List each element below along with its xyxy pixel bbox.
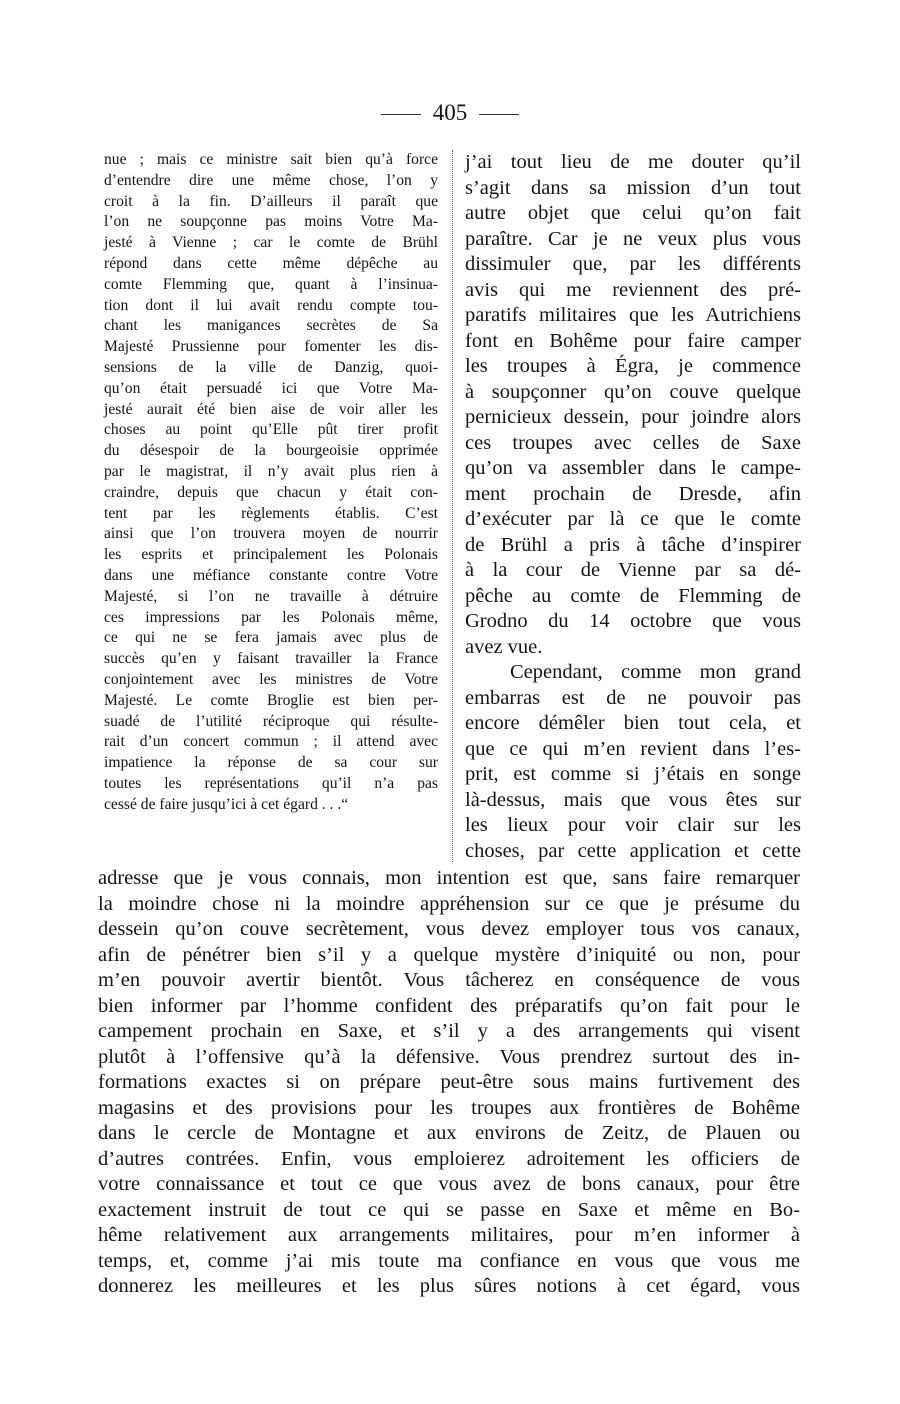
text-line: formations exactes si on prépare peut-être sous mains furtivement des	[98, 1071, 800, 1093]
text-line: s’agit dans sa mission d’un tout	[465, 176, 801, 199]
footnote-line: choses au point qu’Elle pût tirer profit	[104, 421, 438, 439]
footnote-line: rait d’un concert commun ; il attend avec	[104, 733, 438, 751]
page-number: 405	[432, 100, 468, 125]
header-rule-left	[381, 114, 421, 115]
text-line: à soupçonner qu’on couve quelque	[465, 380, 801, 403]
text-line: temps, et, comme j’ai mis toute ma confiance en vous que vous me	[98, 1249, 800, 1272]
text-line: avis qui me reviennent des pré-	[465, 278, 801, 301]
text-line: donnerez les meilleures et les plus sûres notions à cet égard, vous	[98, 1275, 800, 1297]
footnote-line: sensions de la ville de Danzig, quoi-	[104, 358, 438, 376]
text-line: Cependant, comme mon grand	[510, 661, 801, 683]
text-line: paraître. Car je ne veux plus vous	[465, 227, 801, 250]
footnote-line: toutes les représentations qu’il n’a pas	[104, 774, 438, 792]
footnote-line: dans une méfiance constante contre Votre	[104, 566, 438, 584]
text-line: ces troupes avec celles de Saxe	[465, 431, 801, 454]
footnote-line: cessé de faire jusqu’ici à cet égard . . .“	[104, 795, 349, 813]
text-line: ment prochain de Dresde, afin	[465, 482, 801, 505]
text-line: encore démêler bien tout cela, et	[465, 712, 801, 734]
right-column	[465, 150, 801, 864]
text-line: que ce qui m’en revient dans l’es-	[465, 737, 801, 760]
text-line: les lieux pour voir clair sur les	[465, 814, 801, 836]
footnote-line: succès qu’en y faisant travailler la France	[104, 650, 438, 668]
text-line: adresse que je vous connais, mon intention est que, sans faire remarquer	[98, 867, 800, 889]
text-line: dessein qu’on couve secrètement, vous devez employer tous vos canaux,	[98, 918, 800, 940]
footnote-line: chant les manigances secrètes de Sa	[104, 317, 438, 335]
left-column-footnote	[104, 150, 438, 816]
full-width-text	[98, 866, 800, 1300]
text-line: autre objet que celui qu’on fait	[465, 202, 801, 224]
text-line: bien informer par l’homme confident des préparatifs qu’on fait pour le	[98, 994, 800, 1017]
footnote-line: jesté aurait été bien aise de voir aller les	[104, 400, 438, 418]
footnote-line: croit à la fin. D’ailleurs il paraît que	[104, 192, 438, 210]
footnote-line: ainsi que l’on trouvera moyen de nourrir	[104, 525, 438, 543]
text-line: là-dessus, mais que vous êtes sur	[465, 788, 801, 811]
text-line: campement prochain en Saxe, et s’il y a des arrangements qui visent	[98, 1020, 800, 1042]
text-line: paratifs militaires que les Autrichiens	[465, 304, 801, 326]
text-line: d’exécuter par là ce que le comte	[465, 508, 801, 530]
text-line: les troupes à Égra, je commence	[465, 355, 801, 377]
text-line: qu’on va assembler dans le campe-	[465, 457, 801, 479]
column-divider	[452, 150, 453, 862]
footnote-line: du désespoir de la bourgeoisie opprimée	[104, 442, 438, 460]
footnote-line: impatience la réponse de sa cour sur	[104, 754, 438, 772]
footnote-line: nue ; mais ce ministre sait bien qu’à force	[104, 151, 438, 168]
footnote-line: d’entendre dire une même chose, l’on y	[104, 171, 438, 189]
footnote-line: craindre, depuis que chacun y était con-	[104, 483, 438, 501]
text-line: pêche au comte de Flemming de	[465, 584, 801, 607]
footnote-line: conjointement avec les ministres de Votre	[104, 670, 438, 688]
footnote-line: Majesté Prussienne pour fomenter les dis-	[104, 338, 438, 356]
text-line: embarras est de ne pouvoir pas	[465, 686, 801, 709]
text-line: dans le cercle de Montagne et aux environs de Zeitz, de Plauen ou	[98, 1122, 800, 1144]
text-line: prit, est comme si j’étais en songe	[465, 763, 801, 785]
footnote-line: jesté à Vienne ; car le comte de Brühl	[104, 234, 438, 252]
footnote-line: tent par les règlements établis. C’est	[104, 504, 438, 522]
text-line: exactement instruit de tout ce qui se passe en Saxe et même en Bo-	[98, 1198, 800, 1221]
page-header	[0, 100, 900, 126]
text-line: magasins et des provisions pour les troupes aux frontières de Bohême	[98, 1096, 800, 1119]
text-line: font en Bohême pour faire camper	[465, 329, 801, 352]
text-line: d’autres contrées. Enfin, vous emploierez adroitement les officiers de	[98, 1147, 800, 1170]
text-line: hême relativement aux arrangements militaires, pour m’en informer à	[98, 1224, 800, 1246]
text-line: m’en pouvoir avertir bientôt. Vous tâcherez en conséquence de vous	[98, 969, 800, 991]
footnote-line: les esprits et principalement les Polonais	[104, 546, 438, 564]
footnote-line: qu’on était persuadé ici que Votre Ma-	[104, 379, 438, 397]
text-line: choses, par cette application et cette	[465, 839, 801, 862]
footnote-line: répond dans cette même dépêche au	[104, 254, 438, 272]
text-line: avez vue.	[465, 635, 543, 658]
footnote-line: Majesté. Le comte Broglie est bien per-	[104, 691, 438, 709]
text-line: votre connaissance et tout ce que vous avez de bons canaux, pour être	[98, 1173, 800, 1195]
text-line: Grodno du 14 octobre que vous	[465, 610, 801, 632]
text-line: afin de pénétrer bien s’il y a quelque mystère d’iniquité ou non, pour	[98, 943, 800, 966]
text-line: la moindre chose ni la moindre appréhension sur ce que je présume du	[98, 892, 800, 915]
footnote-line: Majesté, si l’on ne travaille à détruire	[104, 587, 438, 605]
text-line: j’ai tout lieu de me douter qu’il	[465, 151, 801, 173]
footnote-line: par le magistrat, il n’y avait plus rien à	[104, 462, 438, 480]
footnote-line: l’on ne soupçonne pas moins Votre Ma-	[104, 213, 438, 231]
footnote-line: suadé de l’utilité réciproque qui résulte-	[104, 712, 438, 730]
text-line: plutôt à l’offensive qu’à la défensive. Vous prendrez surtout des in-	[98, 1045, 800, 1068]
text-line: pernicieux dessein, pour joindre alors	[465, 406, 801, 428]
text-line: de Brühl a pris à tâche d’inspirer	[465, 533, 801, 556]
header-rule-right	[479, 114, 519, 115]
text-line: dissimuler que, par les différents	[465, 253, 801, 275]
text-line: à la cour de Vienne par sa dé-	[465, 559, 801, 581]
footnote-line: ces impressions par les Polonais même,	[104, 608, 438, 626]
footnote-line: comte Flemming que, quant à l’insinua-	[104, 275, 438, 293]
footnote-line: tion dont il lui avait rendu compte tou-	[104, 296, 438, 314]
footnote-line: ce qui ne se fera jamais avec plus de	[104, 629, 438, 647]
